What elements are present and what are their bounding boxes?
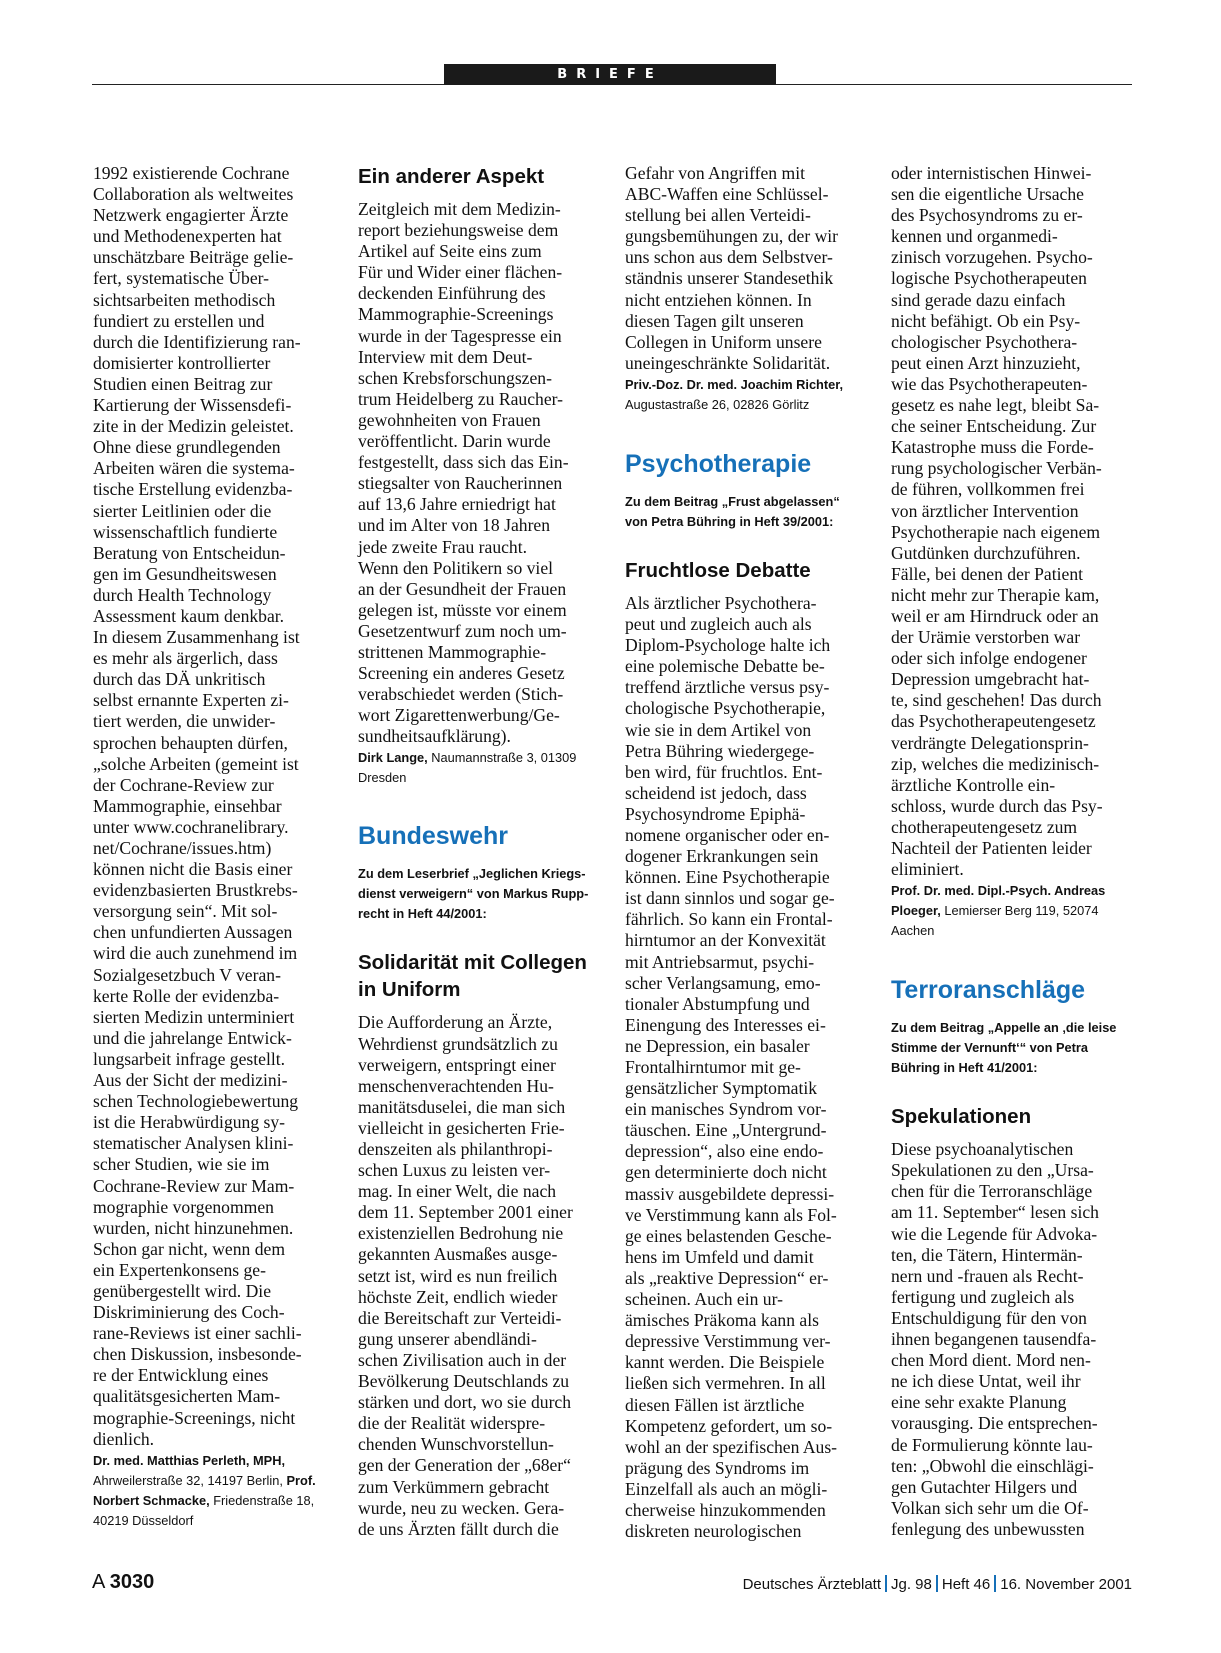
author-name: Prof. Norbert Schmacke, (93, 1472, 316, 1508)
letter-heading: Ein anderer Aspekt (358, 165, 545, 188)
page-number (92, 1571, 154, 1594)
author-name: Dr. med. Matthias Perleth, MPH, (93, 1452, 285, 1468)
letter-body: Als ärztlicher Psychothera- peut und zugleich auch als Diplom-Psychologe halte ich eine polemische Debatte be- treffend ärztliche versus psy- chologische Psychotherapie, wie sie in dem Artikel von Petra Bühring wiedergege- ben wird, für fruchtlos. Ent- scheidend ist jedoch, dass Psychosyndrome Epiphä- nomene organischer oder en- dogener Erkrankungen sein können. Eine Psychotherapie ist dann sinnlos und sogar ge- fährlich. So kann ein Frontal- hirntumor an der Konvexität mit Antriebsarmut, psychi- scher Verlangsamung, emo- tionaler Abstumpfung und Einengung des Interesses ei- ne Depression, ein basaler Frontalhirntumor mit ge- gensätzlicher Symptomatik ein manisches Syndrom vor- täuschen. Eine „Untergrund- depression“, also eine endo- gen determinierte doch nicht massiv ausgebildete depressi- ve Verstimmung kann als Fol- ge eines belastenden Gesche- hens im Umfeld und damit als „reaktive Depression“ er- scheinen. Auch ein ur- ämisches Präkoma kann als depressive Verstimmung ver- kannt werden. Die Beispiele ließen sich vermehren. In all diesen Fällen ist ärztliche Kompetenz gefordert, um so- wohl an der spezifischen Aus- prägung des Syndroms im Einzelfall als auch an mögli- cherweise hinzukommenden diskreten neurologischen (625, 592, 838, 1542)
reference-note: Zu dem Beitrag „Appelle an ‚die leise Stimme der Vernunft‘“ von Petra Bühring in Heft 41/2001: (891, 1020, 1117, 1076)
column-1 (93, 163, 335, 1531)
letter-body: Diese psychoanalytischen Spekulationen zu den „Ursa- chen für die Terroranschläge am 11. September“ lesen sich wie die Legende für Advoka- ten, die Tätern, Hintermän- nern und -frauen als Recht- fertigung und zugleich als Entschuldigung für den von ihnen begangenen tausendfa- chen Mord dient. Mord nen- ne ich diese Untat, weil ihr eine sehr exakte Planung vorausging. Die entsprechen- de Formulierung könnte lau- ten: „Obwohl die einschlägi- gen Gutachter Hilgers und Volkan sich sehr um die Of- fenlegung des unbewussten (891, 1139, 1099, 1539)
page-prefix: A (92, 1571, 110, 1593)
column-2 (358, 163, 600, 1540)
letter-body: oder internistischen Hinwei- sen die eigentliche Ursache des Psychosyndroms zu er- kennen und organmedi- zinisch vorzugehen. Psycho- logische Psychotherapeuten sind gerade dazu einfach nicht befähigt. Ob ein Psy- chologischer Psychothera- peut einen Arzt hinzuzieht, wie das Psychotherapeuten- gesetz es nahe legt, bleibt Sa- che seiner Entscheidung. Zur Katastrophe muss die Forde- rung psychologischer Verbän- de führen, vollkommen frei von ärztlicher Intervention Psychotherapie nach eigenem Gutdünken durchzuführen. Fälle, bei denen der Patient nicht mehr zur Therapie kam, weil er am Hirndruck oder an der Urämie verstorben war oder sich infolge endogener Depression umgebracht hat- te, sind geschehen! Das durch das Psychotherapeutengesetz verdrängte Delegationsprin- zip, welches die medizinisch- ärztliche Kontrolle ein- schloss, wurde durch das Psy- chotherapeutengesetz zum Nachteil der Patienten leider eliminiert. (891, 163, 1103, 880)
volume: Jg. 98 (891, 1576, 932, 1593)
letter-signature (625, 375, 867, 415)
letter-body: Gefahr von Angriffen mit ABC-Waffen eine Schlüssel- stellung bei allen Verteidi- gungsbemühungen zu, der wir uns schon aus dem Selbstver- ständnis unserer Standesethik nicht entziehen können. In diesen Tagen gilt unseren Collegen in Uniform unsere uneingeschränkte Solidarität. (625, 163, 839, 373)
separator (994, 1575, 996, 1592)
reference-note: Zu dem Leserbrief „Jeglichen Kriegs- dienst verweigern“ von Markus Rupp- recht in Heft 44/2001: (358, 866, 589, 922)
author-address: Ahrweilerstraße 32, 14197 Berlin, (93, 1472, 283, 1488)
author-address: Augustastraße 26, 02826 Görlitz (625, 396, 810, 412)
column-4 (891, 163, 1133, 1540)
letter-heading: Solidarität mit Collegen in Uniform (358, 951, 587, 1002)
journal-name: Deutsches Ärzteblatt (742, 1576, 881, 1593)
letter-heading: Spekulationen (891, 1105, 1032, 1129)
author-name: Dirk Lange, (358, 750, 428, 766)
separator (885, 1575, 887, 1592)
reference-note: Zu dem Beitrag „Frust abgelassen“ von Petra Bühring in Heft 39/2001: (625, 493, 840, 529)
author-address: Lemierser Berg 119, 52074 Aachen (891, 903, 1099, 939)
section-header: BRIEFE (444, 64, 776, 85)
author-name: Prof. Dr. med. Dipl.-Psych. Andreas Ploeger, (891, 883, 1106, 919)
column-3 (625, 163, 867, 1542)
separator (936, 1575, 938, 1592)
issue: Heft 46 (941, 1576, 991, 1593)
letter-body: Zeitgleich mit dem Medizin- report beziehungsweise dem Artikel auf Seite eins zum Für und Wider einer flächen- deckenden Einführung des Mammographie-Screenings wurde in der Tagespresse ein Interview mit dem Deut- schen Krebsforschungszen- trum Heidelberg zu Raucher- gewohnheiten von Frauen veröffentlicht. Darin wurde festgestellt, dass sich das Ein- stiegsalter von Raucherinnen auf 13,6 Jahre erniedrigt hat und im Alter von 18 Jahren jede zweite Frau raucht. Wenn den Politikern so viel an der Gesundheit der Frauen gelegen ist, müsste vor einem Gesetzentwurf zum noch um- strittenen Mammographie- Screening ein anderes Gesetz verabschiedet werden (Stich- wort Zigarettenwerbung/Ge- sundheitsaufklärung). (358, 199, 569, 747)
author-address: Friedenstraße 18, 40219 Düsseldorf (93, 1492, 315, 1528)
issue-date: 16. November 2001 (1000, 1576, 1132, 1593)
author-address: Naumannstraße 3, 01309 Dresden (358, 750, 577, 786)
section-title: Terroranschläge (891, 976, 1086, 1005)
section-title: Psychotherapie (625, 449, 812, 478)
letter-body: Die Aufforderung an Ärzte, Wehrdienst grundsätzlich zu verweigern, entspringt einer menschenverachtenden Hu- manitätsduselei, die man sich vielleicht in gesicherten Frie- denszeiten als philanthropi- schen Luxus zu leisten ver- mag. In einer Welt, die nach dem 11. September 2001 einer existenziellen Bedrohung nie gekannten Ausmaßes ausge- setzt ist, wird es nun freilich höchste Zeit, endlich wieder die Bereitschaft zur Verteidi- gung unserer abendländi- schen Zivilisation auch in der Bevölkerung Deutschlands zu stärken und dort, wo sie durch die der Realität widerspre- chenden Wunschvorstellun- gen der Generation der „68er“ zum Verkümmern gebracht wurde, neu zu wecken. Gera- de uns Ärzten fällt durch die (358, 1012, 573, 1539)
letter-body: 1992 existierende Cochrane Collaboration als weltweites Netzwerk engagierter Ärzte und Methodenexperten hat unschätzbare Beiträge gelie- fert, systematische Über- sichtsarbeiten methodisch fundiert zu erstellen und durch die Identifizierung ran- domisierter kontrollierter Studien einen Beitrag zur Kartierung der Wissensdefi- zite in der Medizin geleistet. Ohne diese grundlegenden Arbeiten wären die systema- tische Erstellung evidenzba- sierter Leitlinien oder die wissenschaftlich fundierte Beratung von Entscheidun- gen im Gesundheitswesen durch Health Technology Assessment kaum denkbar. In diesem Zusammenhang ist es mehr als ärgerlich, dass durch das DÄ unkritisch selbst ernannte Experten zi- tiert werden, die unwider- sprochen behaupten dürfen, „solche Arbeiten (gemeint ist der Cochrane-Review zur Mammographie, einsehbar unter www.cochranelibrary. net/Cochrane/issues.htm) können nicht die Basis einer evidenzbasierten Brustkrebs- versorgung sein“. Mit sol- chen unfundierten Aussagen wird die auch zunehmend im Sozialgesetzbuch V veran- kerte Rolle der evidenzba- sierten Medizin unterminiert und die jahrelange Entwick- lungsarbeit infrage gestellt. Aus der Sicht der medizini- schen Technologiebewertung ist die Herabwürdigung sy- stematischer Analysen klini- scher Studien, wie sie im Cochrane-Review zur Mam- mographie vorgenommen wurden, nicht hinzunehmen. Schon gar nicht, wenn dem ein Expertenkonsens ge- genübergestellt wird. Die Diskriminierung des Coch- rane-Reviews ist einer sachli- chen Diskussion, insbesonde- re der Entwicklung eines qualitätsgesicherten Mam- mographie-Screenings, nicht dienlich. (93, 163, 302, 1449)
page-num: 3030 (109, 1571, 155, 1593)
publication-info (743, 1575, 1132, 1593)
letter-signature (891, 881, 1133, 941)
letter-signature (93, 1451, 335, 1531)
letter-heading: Fruchtlose Debatte (625, 558, 811, 582)
letter-signature (358, 748, 600, 788)
author-name: Priv.-Doz. Dr. med. Joachim Richter, (625, 376, 844, 392)
section-title: Bundeswehr (358, 822, 509, 851)
